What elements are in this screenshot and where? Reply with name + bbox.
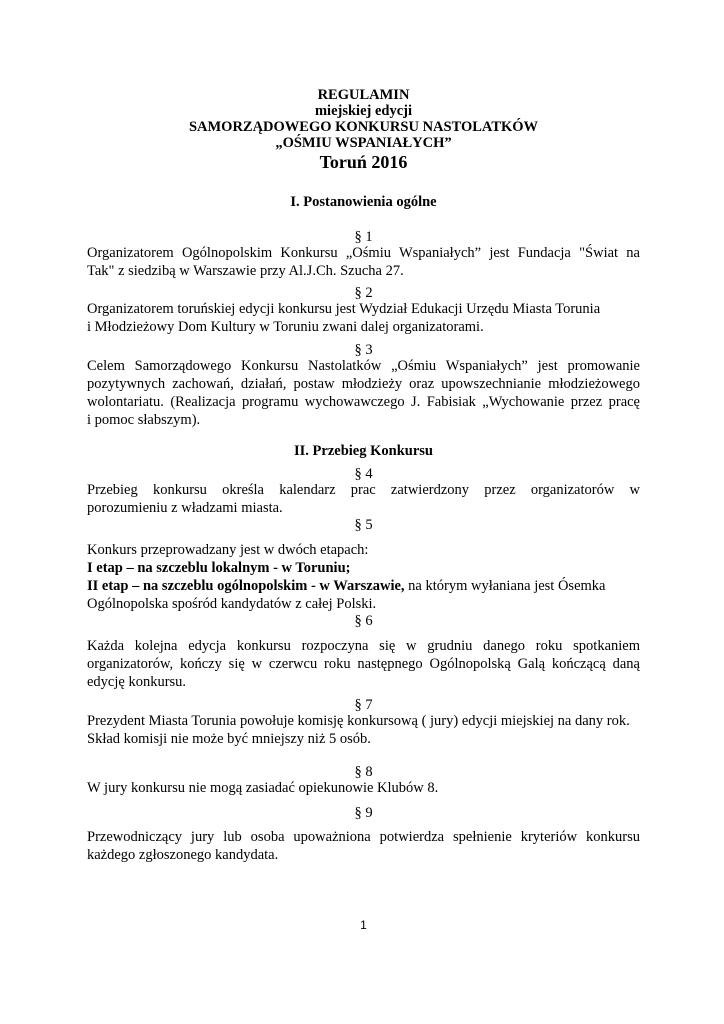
stage-two-line [87,577,640,595]
paragraph-mark-3: § 3 [354,342,373,358]
paragraph-line: edycję konkursu. [87,674,187,690]
paragraph-line: pozytywnych zachowań, działań, postaw młodzieży oraz upowszechnianie młodzieżowego [87,376,640,392]
paragraph-line: wolontariatu. (Realizacja programu wychowawczego J. Fabisiak „Wychowanie przez pracę [87,394,640,410]
paragraph-mark-4: § 4 [354,466,373,482]
paragraph-line: Ogólnopolska spośród kandydatów z całej Polski. [87,596,377,612]
paragraph-7 [87,712,640,748]
paragraph-line: porozumieniu z władzami miasta. [87,500,283,516]
paragraph-line: i Młodzieżowy Dom Kultury w Toruniu zwani dalej organizatorami. [87,319,484,335]
page-number: 1 [360,918,367,932]
paragraph-line: i pomoc słabszym). [87,412,201,428]
paragraph-line: Prezydent Miasta Torunia powołuje komisję konkursową ( jury) edycji miejskiej na dany rok. [87,713,630,729]
document-header [87,87,640,173]
paragraph-line: organizatorów, kończy się w czerwcu roku następnego Ogólnopolską Galą kończącą daną [87,656,640,672]
paragraph-2 [87,300,640,336]
paragraph-line: Celem Samorządowego Konkursu Nastolatków „Ośmiu Wspaniałych” jest promowanie [87,358,640,374]
paragraph-line: każdego zgłoszonego kandydata. [87,847,279,863]
paragraph-line: Tak" z siedzibą w Warszawie przy Al.J.Ch. Szucha 27. [87,263,404,279]
paragraph-mark-8: § 8 [354,764,373,780]
paragraph-line: Każda kolejna edycja konkursu rozpoczyna się w grudniu danego roku spotkaniem [87,638,640,654]
paragraph-mark-1: § 1 [354,229,373,245]
paragraph-line: Przebieg konkursu określa kalendarz prac zatwierdzony przez organizatorów w [87,482,640,498]
paragraph-9 [87,828,640,864]
paragraph-6 [87,637,640,691]
paragraph-1 [87,244,640,280]
header-city-year: Toruń 2016 [319,152,408,172]
document-page [87,0,640,1024]
header-subtitle: miejskiej edycji [314,103,413,119]
section-title-course: II. Przebieg Konkursu [294,443,433,459]
paragraph-line: Konkurs przeprowadzany jest w dwóch etapach: [87,542,369,558]
paragraph-line: W jury konkursu nie mogą zasiadać opiekunowie Klubów 8. [87,780,439,796]
paragraph-4 [87,481,640,517]
paragraph-line: Skład komisji nie może być mniejszy niż 5 osób. [87,731,371,747]
paragraph-line: Organizatorem toruńskiej edycji konkursu jest Wydział Edukacji Urzędu Miasta Torunia [87,301,601,317]
paragraph-mark-5: § 5 [354,517,373,533]
header-contest-quote: „OŚMIU WSPANIAŁYCH” [275,135,452,151]
paragraph-line: Organizatorem Ogólnopolskim Konkursu „Ośmiu Wspaniałych” jest Fundacja "Świat na [87,245,640,261]
paragraph-mark-6: § 6 [354,613,373,629]
stage-two-rest: na którym wyłaniana jest Ósemka [404,578,606,594]
stage-one-line: I etap – na szczeblu lokalnym - w Toruniu; [87,560,351,576]
header-title: REGULAMIN [317,87,410,103]
paragraph-5 [87,541,640,613]
paragraph-mark-2: § 2 [354,285,373,301]
paragraph-3 [87,357,640,429]
stage-two-bold: II etap – na szczeblu ogólnopolskim - w Warszawie, [87,578,405,594]
header-contest-name: SAMORZĄDOWEGO KONKURSU NASTOLATKÓW [188,119,539,135]
paragraph-line: Przewodniczący jury lub osoba upoważniona potwierdza spełnienie kryteriów konkursu [87,829,640,845]
paragraph-mark-7: § 7 [354,697,373,713]
paragraph-8 [87,779,640,797]
paragraph-mark-9: § 9 [354,805,373,821]
section-title-general: I. Postanowienia ogólne [290,194,437,210]
